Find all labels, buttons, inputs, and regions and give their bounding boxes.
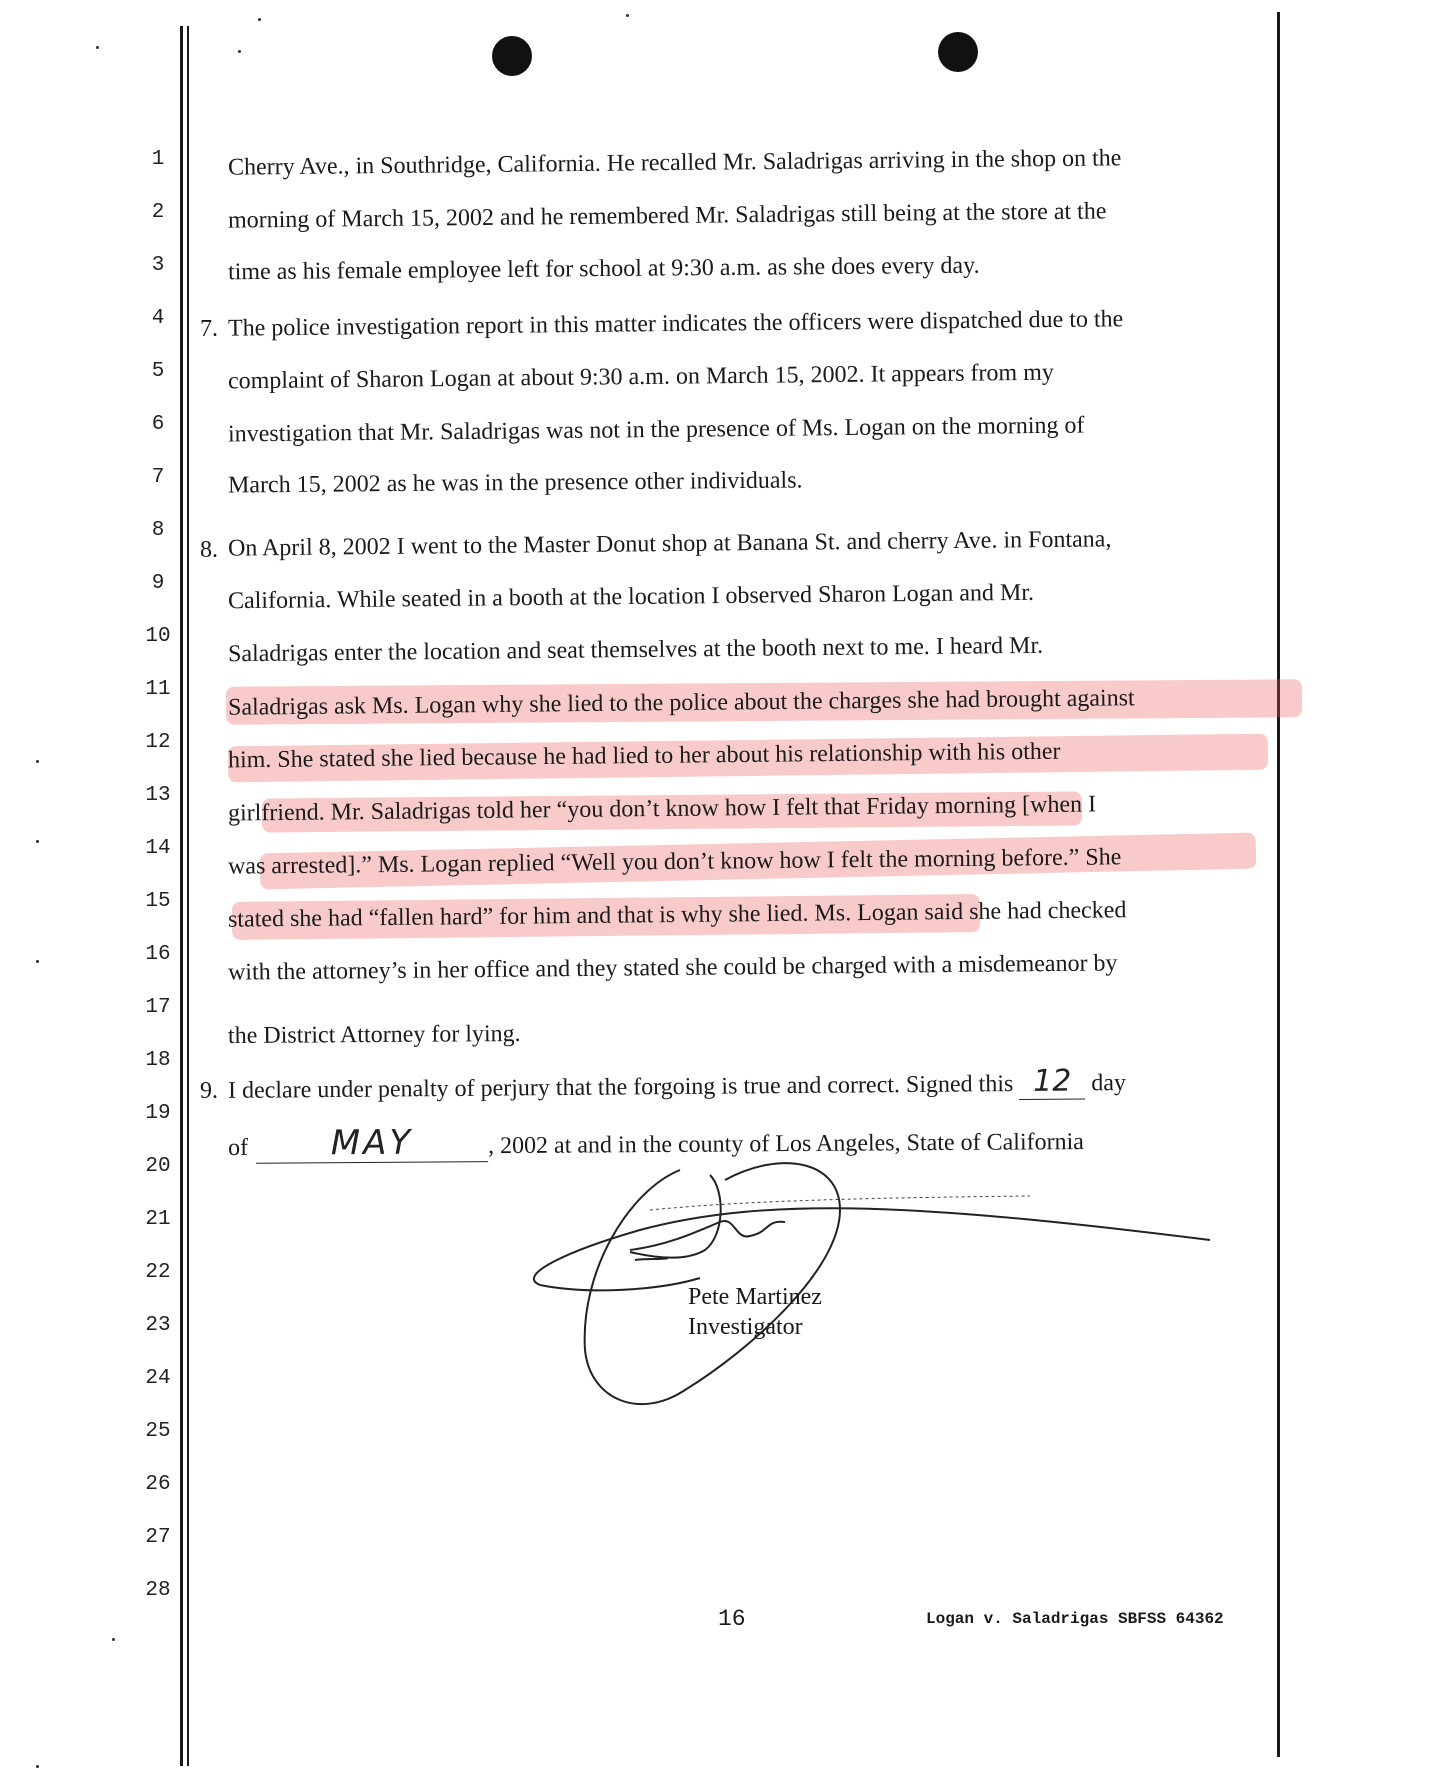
declaration-day-word: day — [1091, 1070, 1127, 1097]
day-blank — [1019, 1063, 1085, 1100]
line-number: 23 — [145, 1314, 171, 1337]
left-margin-rule-inner — [187, 26, 189, 1766]
page-number: 16 — [718, 1606, 746, 1632]
body-line-14: was arrested].” Ms. Logan replied “Well you don’t know how I felt the morning before.” She — [227, 844, 1122, 880]
body-line-2: morning of March 15, 2002 and he remembered Mr. Saladrigas still being at the store at the — [227, 198, 1107, 234]
handwritten-day: 12 — [1033, 1063, 1072, 1099]
scan-speck — [96, 46, 99, 49]
line-number: 24 — [145, 1367, 171, 1390]
signature-block — [688, 1282, 822, 1342]
line-number: 17 — [145, 996, 171, 1019]
line-number: 16 — [145, 943, 171, 966]
declaration-location: , 2002 at and in the county of Los Angeles, State of California — [487, 1129, 1084, 1160]
line-number: 19 — [145, 1102, 171, 1125]
scan-speck — [112, 1638, 115, 1641]
line-number: 5 — [151, 360, 165, 383]
scan-speck — [36, 760, 39, 763]
signer-name: Pete Martinez — [688, 1284, 822, 1310]
body-line-17: the District Attorney for lying. — [227, 1020, 521, 1050]
body-line-7: March 15, 2002 as he was in the presence other individuals. — [227, 467, 803, 499]
body-line-12: him. She stated she lied because he had lied to her about his relationship with his other — [227, 738, 1061, 774]
body-line-6: investigation that Mr. Saladrigas was not in the presence of Ms. Logan on the morning of — [227, 412, 1085, 448]
paragraph-number: 9. — [200, 1078, 218, 1104]
scan-speck — [626, 14, 629, 17]
line-number: 10 — [145, 625, 171, 648]
signer-title: Investigator — [688, 1314, 803, 1340]
body-line-16: with the attorney’s in her office and they stated she could be charged with a misdemeanor by — [227, 950, 1118, 986]
body-line-5: complaint of Sharon Logan at about 9:30 a.m. on March 15, 2002. It appears from my — [227, 359, 1054, 395]
line-number: 4 — [151, 307, 165, 330]
body-line-9: California. While seated in a booth at the location I observed Sharon Logan and Mr. — [227, 579, 1035, 615]
line-number: 20 — [145, 1155, 171, 1178]
line-number: 21 — [145, 1208, 171, 1231]
body-line-4: The police investigation report in this matter indicates the officers were dispatched due to the — [227, 306, 1124, 342]
declaration-text: I declare under penalty of perjury that the forgoing is true and correct. Signed this — [227, 1071, 1014, 1104]
left-margin-rule — [180, 26, 183, 1766]
hole-punch — [938, 32, 978, 72]
body-line-1: Cherry Ave., in Southridge, California. He recalled Mr. Saladrigas arriving in the shop on the — [227, 145, 1122, 181]
body-line-13: girlfriend. Mr. Saladrigas told her “you don’t know how I felt that Friday morning [when I — [227, 791, 1097, 827]
paragraph-number: 8. — [200, 537, 218, 563]
scan-speck — [238, 50, 241, 53]
line-number: 13 — [145, 784, 171, 807]
line-number: 26 — [145, 1473, 171, 1496]
scan-speck — [36, 1765, 39, 1768]
body-line-11: Saladrigas ask Ms. Logan why she lied to the police about the charges she had brought against — [227, 685, 1135, 721]
line-number: 11 — [145, 678, 171, 701]
line-number: 27 — [145, 1526, 171, 1549]
declaration-line — [227, 1063, 1127, 1107]
month-blank — [256, 1122, 488, 1164]
right-margin-rule — [1277, 12, 1280, 1757]
line-number: 12 — [145, 731, 171, 754]
line-number: 8 — [151, 519, 165, 542]
scan-speck — [36, 840, 39, 843]
line-number: 9 — [151, 572, 165, 595]
hole-punch — [492, 36, 532, 76]
paragraph-number: 7. — [200, 316, 218, 342]
case-caption: Logan v. Saladrigas SBFSS 64362 — [926, 1610, 1224, 1628]
line-number: 3 — [151, 254, 165, 277]
signature-scribble — [510, 1150, 1230, 1410]
line-number: 7 — [151, 466, 165, 489]
body-line-10: Saladrigas enter the location and seat themselves at the booth next to me. I heard Mr. — [227, 632, 1044, 668]
body-line-15: stated she had “fallen hard” for him and that is why she lied. Ms. Logan said she had checked — [227, 897, 1127, 933]
line-number: 25 — [145, 1420, 171, 1443]
line-number: 18 — [145, 1049, 171, 1072]
handwritten-month: MAY — [330, 1122, 414, 1164]
body-line-3: time as his female employee left for school at 9:30 a.m. as she does every day. — [227, 252, 980, 286]
scan-speck — [36, 960, 39, 963]
body-line-8: On April 8, 2002 I went to the Master Donut shop at Banana St. and cherry Ave. in Fontana, — [227, 526, 1112, 562]
line-number: 2 — [151, 201, 165, 224]
line-number: 15 — [145, 890, 171, 913]
line-number: 1 — [151, 148, 165, 171]
declaration-of: of — [227, 1134, 249, 1161]
line-number: 22 — [145, 1261, 171, 1284]
scan-speck — [258, 18, 261, 21]
line-number: 28 — [145, 1579, 171, 1602]
line-number: 14 — [145, 837, 171, 860]
line-number: 6 — [151, 413, 165, 436]
